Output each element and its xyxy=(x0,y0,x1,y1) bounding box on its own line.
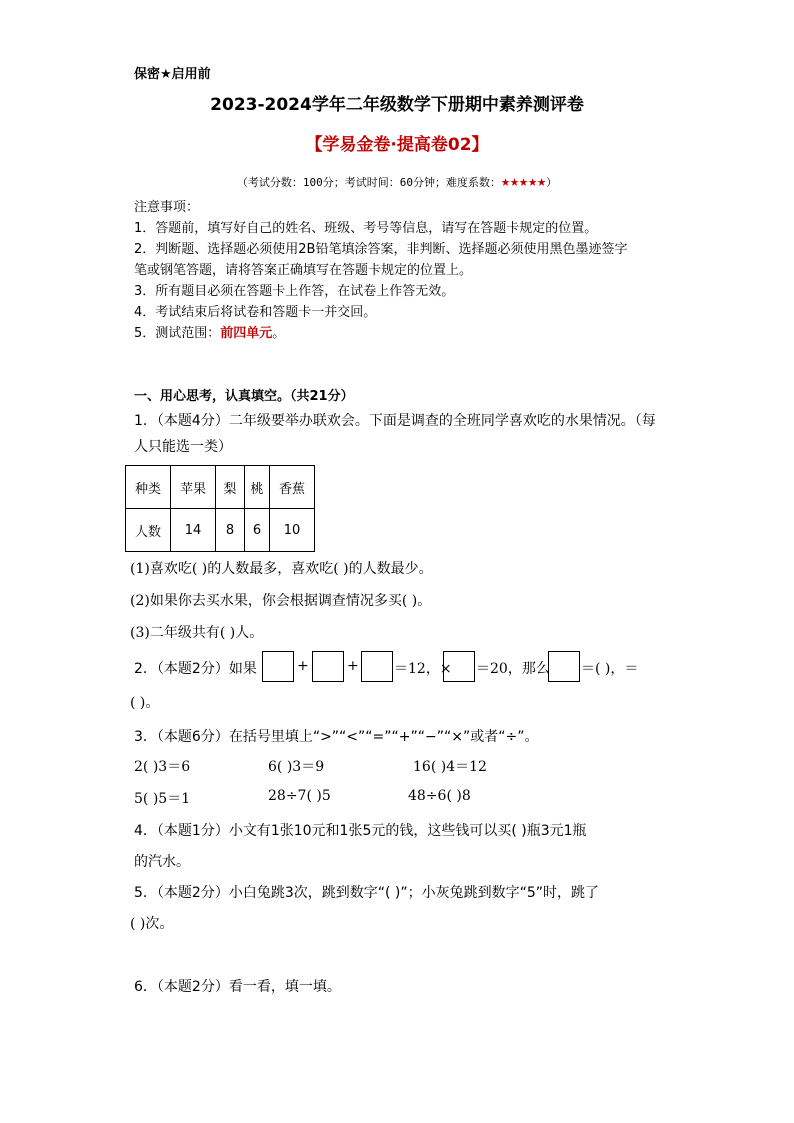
q3-item: 6( )3＝9 xyxy=(268,759,325,775)
confidential-label: 保密★启用前 xyxy=(134,67,211,82)
q4-line1: 4．（本题1分）小文有1张10元和1张5元的钱，这些钱可以买( )瓶3元1瓶 xyxy=(134,823,587,839)
q2-plus: + xyxy=(297,658,309,674)
table-cell: 梨 xyxy=(216,466,245,509)
table-cell: 种类 xyxy=(126,466,171,509)
q2-plus: + xyxy=(347,658,359,674)
q2-prefix: 2．（本题2分）如果 xyxy=(134,661,257,677)
q5-line1: 5．（本题2分）小白兔跳3次，跳到数字“( )”；小灰兔跳到数字“5”时，跳了 xyxy=(134,885,600,901)
meta-suffix: ） xyxy=(546,176,558,189)
q2-eq20: ＝20，那么 xyxy=(476,661,550,677)
table-cell: 苹果 xyxy=(171,466,216,509)
q3-item: 5( )5＝1 xyxy=(134,791,191,807)
answer-box[interactable] xyxy=(312,651,344,682)
answer-box[interactable] xyxy=(548,651,580,682)
q1-line2: 人只能选一类） xyxy=(134,439,232,455)
notes-heading: 注意事项： xyxy=(134,200,200,215)
meta-prefix: （考试分数：100分；考试时间：60分钟；难度系数： xyxy=(236,176,501,189)
q3-item: 16( )4＝12 xyxy=(413,759,487,775)
table-cell: 6 xyxy=(245,509,270,552)
table-cell: 14 xyxy=(171,509,216,552)
notes-item-1: 1．答题前，填写好自己的姓名、班级、考号等信息，请写在答题卡规定的位置。 xyxy=(134,221,598,236)
q3-item: 2( )3＝6 xyxy=(134,759,191,775)
exam-meta xyxy=(0,172,794,190)
test-range: 前四单元 xyxy=(220,326,273,341)
notes-item-4: 4．考试结束后将试卷和答题卡一并交回。 xyxy=(134,305,377,320)
q2-line2: ( )。 xyxy=(130,695,160,711)
q1-line1: 1．（本题4分）二年级要举办联欢会。下面是调查的全班同学喜欢吃的水果情况。（每 xyxy=(134,413,656,429)
table-row xyxy=(126,466,315,509)
exam-title: 2023-2024学年二年级数学下册期中素养测评卷 xyxy=(210,95,584,115)
answer-box[interactable] xyxy=(443,651,475,682)
notes-item-5 xyxy=(134,323,627,344)
table-row xyxy=(126,509,315,552)
notes-item-2a: 2．判断题、选择题必须使用2B铅笔填涂答案，非判断、选择题必须使用黑色墨迹签字 xyxy=(134,242,628,257)
q3-line1: 3．（本题6分）在括号里填上“>”“<”“=”“+”“−”“×”或者“÷”。 xyxy=(134,729,539,745)
table-cell: 香蕉 xyxy=(270,466,315,509)
q1-sub1: (1)喜欢吃( )的人数最多，喜欢吃( )的人数最少。 xyxy=(130,561,433,577)
fruit-survey-table xyxy=(125,465,315,552)
section-1-heading: 一、用心思考，认真填空。（共21分） xyxy=(134,389,354,404)
answer-box[interactable] xyxy=(262,651,294,682)
notes-item-2b: 笔或钢笔答题，请将答案正确填写在答题卡规定的位置上。 xyxy=(134,263,473,278)
q1-sub3: (3)二年级共有( )人。 xyxy=(130,625,264,641)
table-cell: 8 xyxy=(216,509,245,552)
q1-sub2: (2)如果你去买水果，你会根据调查情况多买( )。 xyxy=(130,593,432,609)
table-cell: 10 xyxy=(270,509,315,552)
q3-item: 28÷7( )5 xyxy=(268,788,331,804)
notes-block xyxy=(134,197,627,344)
notes-item-5-prefix: 5．测试范围： xyxy=(134,326,221,341)
notes-item-5-suffix: 。 xyxy=(272,326,286,341)
q4-line2: 的汽水。 xyxy=(134,854,190,870)
q2-tail: ＝( )，＝ xyxy=(581,661,639,677)
table-cell: 人数 xyxy=(126,509,171,552)
answer-box[interactable] xyxy=(361,651,393,682)
q3-item: 48÷6( )8 xyxy=(408,788,471,804)
table-cell: 桃 xyxy=(245,466,270,509)
difficulty-stars: ★★★★★ xyxy=(500,172,547,190)
q6-line1: 6．（本题2分）看一看，填一填。 xyxy=(134,979,341,995)
exam-subtitle: 【学易金卷·提高卷02】 xyxy=(305,135,489,155)
q5-line2: ( )次。 xyxy=(130,916,174,932)
notes-item-3: 3．所有题目必须在答题卡上作答，在试卷上作答无效。 xyxy=(134,284,455,299)
q2-eq12: ＝12，× xyxy=(394,661,452,677)
